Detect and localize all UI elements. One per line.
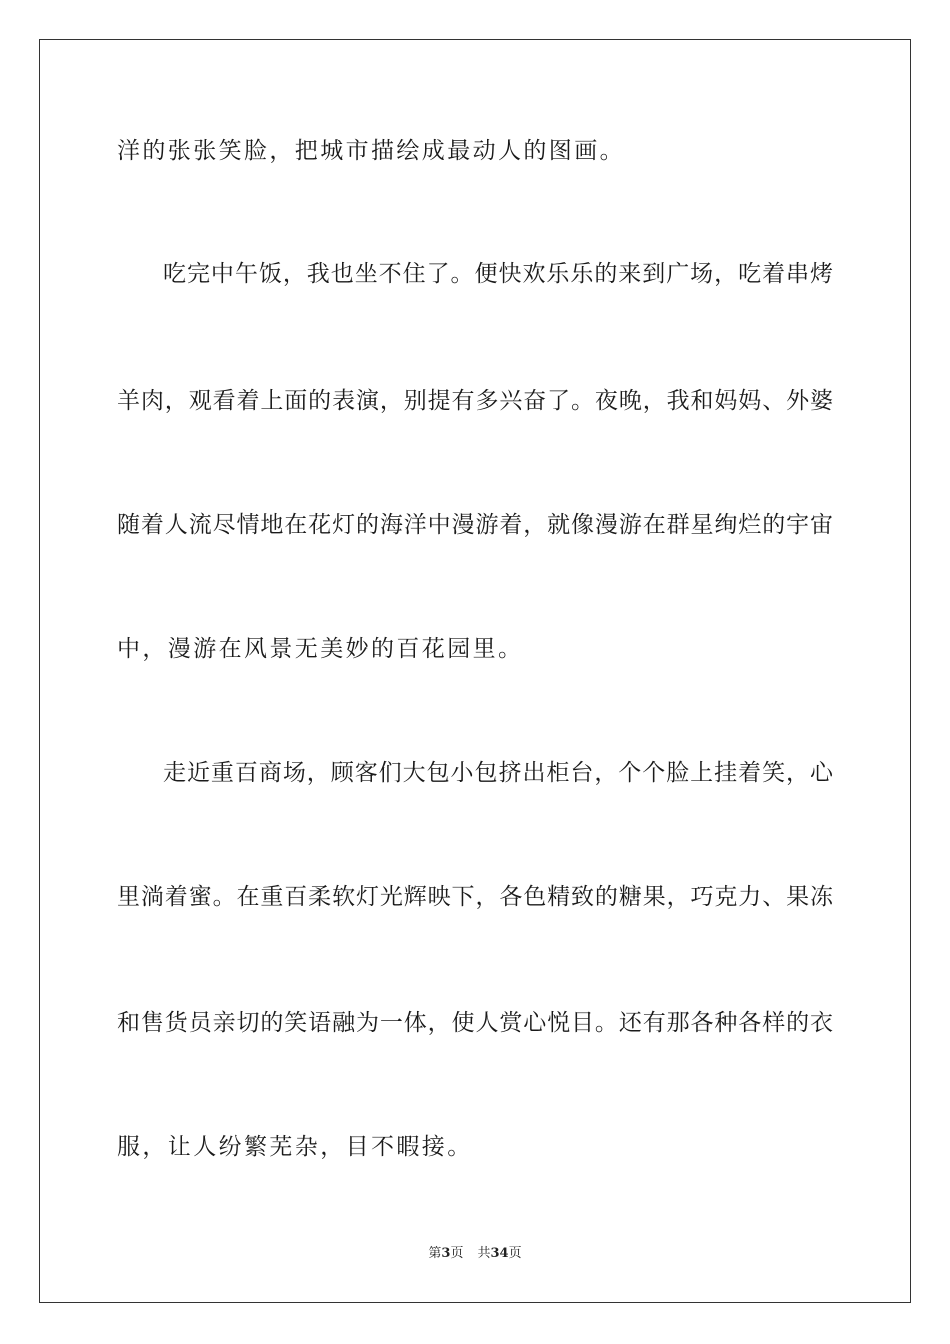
paragraph-3-line-1: 走近重百商场，顾客们大包小包挤出柜台，个个脸上挂着笑，心 [163,760,833,786]
page-border [39,39,911,1303]
paragraph-2-line-1: 吃完中午饭，我也坐不住了。便快欢乐乐的来到广场，吃着串烤 [163,261,833,287]
paragraph-2-line-2: 羊肉，观看着上面的表演，别提有多兴奋了。夜晚，我和妈妈、外婆 [117,388,833,414]
paragraph-3-line-4: 服，让人纷繁芜杂，目不暇接。 [117,1134,473,1160]
paragraph-3-line-2: 里淌着蜜。在重百柔软灯光辉映下，各色精致的糖果，巧克力、果冻 [117,884,833,910]
page-footer [0,1245,950,1263]
paragraph-3-line-3: 和售货员亲切的笑语融为一体，使人赏心悦目。还有那各种各样的衣 [117,1010,833,1036]
paragraph-1-line-1: 洋的张张笑脸，把城市描绘成最动人的图画。 [117,138,625,164]
paragraph-2-line-4: 中，漫游在风景无美妙的百花园里。 [117,636,524,662]
paragraph-2-line-3: 随着人流尽情地在花灯的海洋中漫游着，就像漫游在群星绚烂的宇宙 [117,512,833,538]
total-pages: 34 [490,1246,509,1261]
total-suffix: 页 [508,1246,522,1261]
page-suffix: 页 [450,1246,464,1261]
page-prefix: 第 [428,1246,442,1261]
total-prefix: 共 [477,1246,491,1261]
page-number: 3 [441,1246,451,1261]
